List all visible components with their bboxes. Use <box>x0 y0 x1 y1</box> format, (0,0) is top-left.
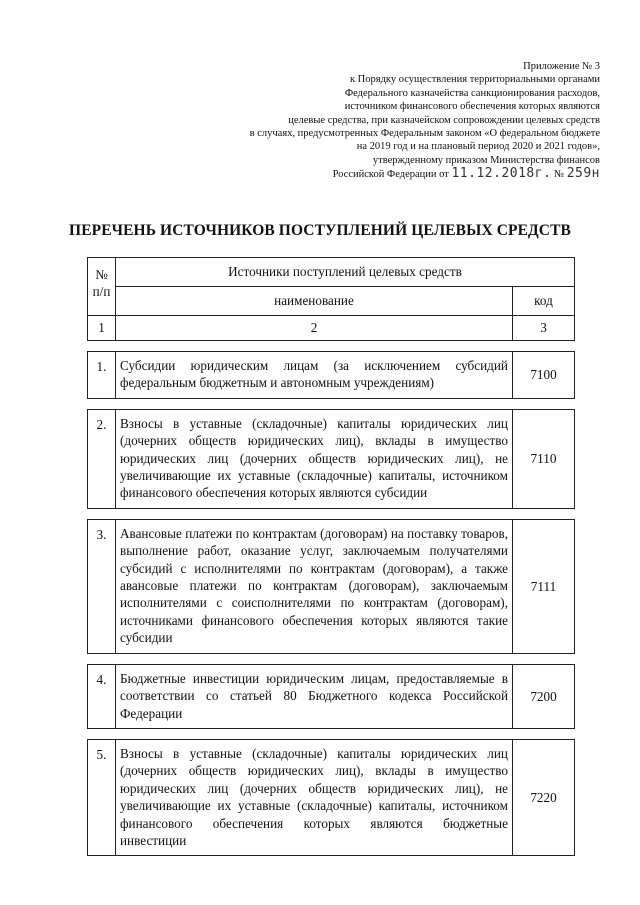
document-title: ПЕРЕЧЕНЬ ИСТОЧНИКОВ ПОСТУПЛЕНИЙ ЦЕЛЕВЫХ СРЕДСТВ <box>69 222 571 239</box>
table-row <box>88 519 575 653</box>
index-cell: 3 <box>513 316 575 341</box>
header-sources: Источники поступлений целевых средств <box>116 258 575 287</box>
table-row <box>88 739 575 855</box>
index-cell: 1 <box>88 316 116 341</box>
table-spacer <box>88 398 575 409</box>
table-row <box>88 409 575 508</box>
table-row <box>88 664 575 728</box>
row-text: Взносы в уставные (складочные) капиталы юридических лиц (дочерних обществ юридических лиц), вклады в имущество юридических лиц (дочерних обществ юридических лиц), не увеличивающие их уставные (складочные) капиталы, источником финансового обеспечения которых являются субсидии <box>116 409 513 508</box>
row-number: 1. <box>88 352 116 399</box>
row-code: 7111 <box>513 519 575 653</box>
table-spacer <box>88 653 575 664</box>
header-name: наименование <box>116 287 513 316</box>
appendix-line: целевые средства, при казначейском сопровождении целевых средств <box>288 114 600 126</box>
row-number: 4. <box>88 664 116 728</box>
order-date: 11.12.2018г. <box>451 166 552 182</box>
appendix-line: Федерального казначейства санкционирования расходов, <box>344 87 600 99</box>
header-num <box>88 258 116 316</box>
row-number: 2. <box>88 409 116 508</box>
appendix-line: Приложение № 3 <box>523 61 600 72</box>
appendix-line: к Порядку осуществления территориальными органами <box>349 74 600 86</box>
header-code: код <box>513 287 575 316</box>
row-code: 7110 <box>513 409 575 508</box>
index-cell: 2 <box>116 316 513 341</box>
row-text: Субсидии юридическим лицам (за исключением субсидий федеральным бюджетным и автономным учреждениям) <box>116 352 513 399</box>
appendix-line: источником финансового обеспечения которых являются <box>344 101 600 113</box>
appendix-approval-line <box>160 167 600 181</box>
table-spacer <box>88 728 575 739</box>
approval-prefix: Российской Федерации от <box>332 169 449 181</box>
table-subheader-row <box>88 287 575 316</box>
row-code: 7100 <box>513 352 575 399</box>
order-number: 259н <box>566 166 600 182</box>
table-index-row <box>88 316 575 341</box>
row-code: 7220 <box>513 739 575 855</box>
header-num-line1: № <box>95 267 108 282</box>
table-row <box>88 352 575 399</box>
table-header-row <box>88 258 575 287</box>
row-code: 7200 <box>513 664 575 728</box>
row-number: 5. <box>88 739 116 855</box>
row-number: 3. <box>88 519 116 653</box>
appendix-header <box>160 60 600 182</box>
appendix-line: в случаях, предусмотренных Федеральным законом «О федеральном бюджете <box>249 128 600 140</box>
header-num-line2: п/п <box>92 284 111 299</box>
appendix-line: на 2019 год и на плановый период 2020 и 2021 годов», <box>356 141 600 153</box>
table-spacer <box>88 341 575 352</box>
order-number-label: № <box>554 169 565 181</box>
appendix-line: утвержденному приказом Министерства финансов <box>372 154 600 166</box>
row-text: Бюджетные инвестиции юридическим лицам, предоставляемые в соответствии со статьей 80 Бюджетного кодекса Российской Федерации <box>116 664 513 728</box>
row-text: Взносы в уставные (складочные) капиталы юридических лиц (дочерних обществ юридических лиц), вклады в имущество юридических лиц (дочерних обществ юридических лиц), не увеличивающие их уставные (складочные) капиталы, источником финансового обеспечения которых являются бюджетные инвестиции <box>116 739 513 855</box>
sources-table <box>87 257 575 856</box>
table-spacer <box>88 508 575 519</box>
row-text: Авансовые платежи по контрактам (договорам) на поставку товаров, выполнение работ, оказание услуг, заключаемым получателями субсидий с исполнителями по контрактам (договорам), а также авансовые платежи по контрактам (договорам), заключаемым исполнителями с соисполнителями по контрактам (договорам), источниками финансового обеспечения которых являются такие субсидии <box>116 519 513 653</box>
